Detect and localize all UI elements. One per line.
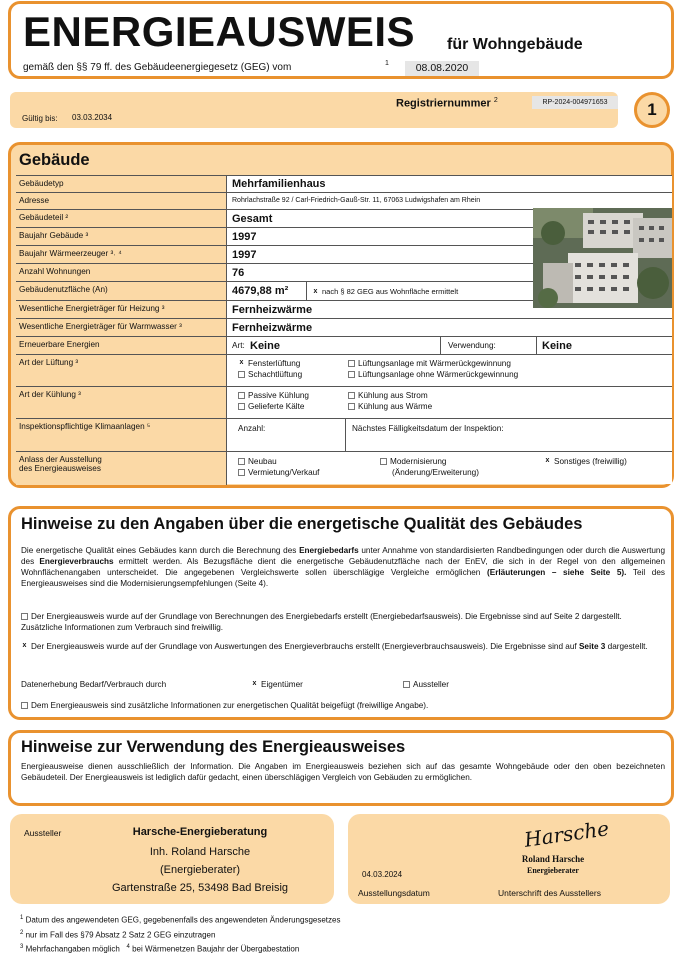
area-note: x nach § 82 GEG aus Wohnfläche ermittelt — [313, 287, 459, 296]
water-carrier-value: Fernheizwärme — [232, 322, 313, 334]
building-heading: Gebäude — [19, 151, 90, 169]
cool-opt3[interactable]: Kühlung aus Strom — [348, 391, 428, 400]
renew-divider-1 — [440, 337, 441, 355]
area-checkbox[interactable]: x — [313, 287, 318, 295]
water-carrier-label: Wesentliche Energieträger für Warmwasser ³ — [16, 319, 227, 336]
cool-label: Art der Kühlung ³ — [16, 387, 227, 418]
issue-date-label: Ausstellungsdatum — [358, 888, 430, 898]
footnotes — [20, 912, 340, 956]
renew-divider-2 — [536, 337, 537, 355]
insp-count-label: Anzahl: — [238, 424, 266, 433]
heatgen-label: Baujahr Wärmeerzeuger ³˒ ⁴ — [16, 246, 227, 263]
address-value: Rohrlachstraße 92 / Carl-Friedrich-Gauß-Str. 11, 67063 Ludwigshafen am Rhein — [232, 197, 481, 204]
heatgen-value: 1997 — [232, 249, 257, 261]
reason-opt4[interactable]: x Sonstiges (freiwillig) — [545, 457, 627, 466]
page-number-badge: 1 — [634, 92, 670, 128]
reason-opt3[interactable]: Modernisierung — [380, 457, 446, 466]
insp-label: Inspektionspflichtige Klimaanlagen ⁵ — [16, 419, 227, 451]
reason-opt1[interactable]: Neubau — [238, 457, 277, 466]
area-value: 4679,88 m² — [232, 285, 289, 297]
issuer-street: Gartenstraße 25, 53498 Bad Breisig — [111, 882, 289, 894]
quality-opt3[interactable]: Dem Energieausweis sind zusätzliche Informationen zur energetischen Qualität beigefügt (freiwillige Angabe). — [21, 700, 661, 711]
renew-use-label: Verwendung: — [448, 341, 496, 350]
quality-section — [8, 506, 674, 720]
address-label: Adresse — [16, 193, 227, 209]
signature-box — [348, 814, 670, 904]
vent-opt2[interactable]: Schachtlüftung — [238, 370, 302, 379]
reason-label: Anlass der Ausstellung des Energieausweises — [16, 452, 227, 485]
issuer-role: (Energieberater) — [159, 864, 241, 876]
signature: Harsche — [522, 816, 611, 852]
registration-bar — [10, 92, 618, 128]
registration-label: Registriernummer $^2$ — [396, 97, 498, 110]
law-footnote: 1 — [385, 60, 389, 67]
issuer-name: Harsche-Energieberatung — [132, 826, 268, 838]
survey-owner[interactable]: x Eigentümer — [252, 680, 303, 689]
survey-label: Datenerhebung Bedarf/Verbrauch durch — [21, 680, 167, 689]
header-box — [8, 1, 674, 79]
issuer-owner: Inh. Roland Harsche — [149, 846, 251, 858]
reason-opt2[interactable]: Vermietung/Verkauf — [238, 468, 319, 477]
vent-opt1[interactable]: x Fensterlüftung — [239, 359, 301, 368]
area-divider — [306, 282, 307, 301]
usage-heading: Hinweise zur Verwendung des Energieausweises — [21, 738, 406, 756]
usage-text: Energieausweise dienen ausschließlich der Information. Die Angaben im Energieausweis beziehen sich auf das gesamte Wohngebäude oder den oben bezeichneten Gebäudeteil. Der Energieausweis ist lediglich dafür gedacht, einen überschlägigen Vergleich von Gebäuden zu ermöglichen. — [21, 762, 665, 782]
renew-art-label: Art: — [232, 341, 245, 350]
issuer-box — [10, 814, 334, 904]
stamp-role: Energieberater — [527, 866, 579, 875]
building-section — [8, 142, 674, 488]
type-label: Gebäudetyp — [16, 176, 227, 192]
usage-section — [8, 730, 674, 806]
law-line: gemäß den §§ 79 ff. des Gebäudeenergiegesetz (GEG) vom — [23, 62, 292, 73]
year-label: Baujahr Gebäude ³ — [16, 228, 227, 245]
units-label: Anzahl Wohnungen — [16, 264, 227, 281]
units-value: 76 — [232, 267, 245, 279]
renew-use-value: Keine — [542, 340, 572, 352]
part-label: Gebäudeteil ² — [16, 210, 227, 227]
renew-art-value: Keine — [250, 340, 280, 352]
issue-date: 04.03.2024 — [362, 870, 403, 879]
signature-label: Unterschrift des Ausstellers — [498, 888, 601, 898]
document-title: ENERGIEAUSWEIS — [23, 8, 416, 55]
part-value: Gesamt — [232, 213, 273, 225]
area-label: Gebäudenutzfläche (An) — [16, 282, 227, 300]
valid-label: Gültig bis: — [22, 114, 58, 123]
footnote-2: $^2$ nur im Fall des §79 Absatz 2 Satz 2 GEG einzutragen — [20, 929, 216, 940]
stamp-name: Roland Harsche — [521, 854, 585, 864]
type-value: Mehrfamilienhaus — [232, 178, 326, 190]
valid-date: 03.03.2034 — [72, 113, 113, 122]
law-date: 08.08.2020 — [405, 61, 479, 76]
vent-label: Art der Lüftung ³ — [16, 355, 227, 386]
cool-opt2[interactable]: Gelieferte Kälte — [238, 402, 304, 411]
quality-intro: Die energetische Qualität eines Gebäudes kann durch die Berechnung des Energiebedarfs unter Annahme von standardisierten Randbedingungen oder durch die Auswertung des Energieverbrauchs ermittelt werden. Als Bezugsfläche dient die energetische Gebäudenutzfläche nach der EnEV, die sich in der Regel von den allgemeinen Wohnflächenangaben unterscheidet. Die angegebenen Vergleichswerte sollen überschlägige Vergleiche ermöglichen (Erläuterungen – siehe Seite 5). Teil des Energieausweises sind die Modernisierungsempfehlungen (Seite 4). — [21, 546, 666, 588]
survey-issuer[interactable]: Aussteller — [403, 679, 449, 690]
reason-opt3-sub: (Änderung/Erweiterung) — [392, 468, 479, 477]
quality-opt1[interactable]: Der Energieausweis wurde auf der Grundlage von Berechnungen des Energiebedarfs erstellt (Energiebedarfsausweis). Die Ergebnisse sind auf Seite 2 dargestellt. Zusätzliche Informationen zum Verbrauch sind freiwillig. — [21, 612, 622, 632]
cool-opt4[interactable]: Kühlung aus Wärme — [348, 402, 432, 411]
insp-divider — [345, 419, 346, 452]
vent-opt4[interactable]: Lüftungsanlage ohne Wärmerückgewinnung — [348, 370, 518, 379]
building-photo — [533, 208, 672, 308]
cool-opt1[interactable]: Passive Kühlung — [238, 391, 309, 400]
year-value: 1997 — [232, 231, 257, 243]
insp-date-label: Nächstes Fälligkeitsdatum der Inspektion: — [352, 424, 504, 433]
vent-opt3[interactable]: Lüftungsanlage mit Wärmerückgewinnung — [348, 359, 511, 368]
quality-opt2[interactable]: x Der Energieausweis wurde auf der Grundlage von Auswertungen des Energieverbrauchs erstellt (Energieverbrauchsausweis). Die Ergebnisse sind auf Seite 3 dargestellt. — [22, 642, 648, 651]
footnote-3-4: $^3$ Mehrfachangaben möglich $^4$ bei Wärmenetzen Baujahr der Übergabestation — [20, 944, 300, 954]
quality-heading: Hinweise zu den Angaben über die energetische Qualität des Gebäudes — [21, 515, 583, 533]
renew-label: Erneuerbare Energien — [16, 337, 227, 354]
heat-carrier-label: Wesentliche Energieträger für Heizung ³ — [16, 301, 227, 318]
heat-carrier-value: Fernheizwärme — [232, 304, 313, 316]
registration-number: RP-2024-004971653 — [532, 96, 618, 109]
footnote-1: $^1$ Datum des angewendeten GEG, gegebenenfalls des angewendeten Änderungsgesetzes — [20, 915, 341, 925]
document-subtitle: für Wohngebäude — [447, 36, 583, 53]
issuer-label: Aussteller — [24, 828, 62, 838]
